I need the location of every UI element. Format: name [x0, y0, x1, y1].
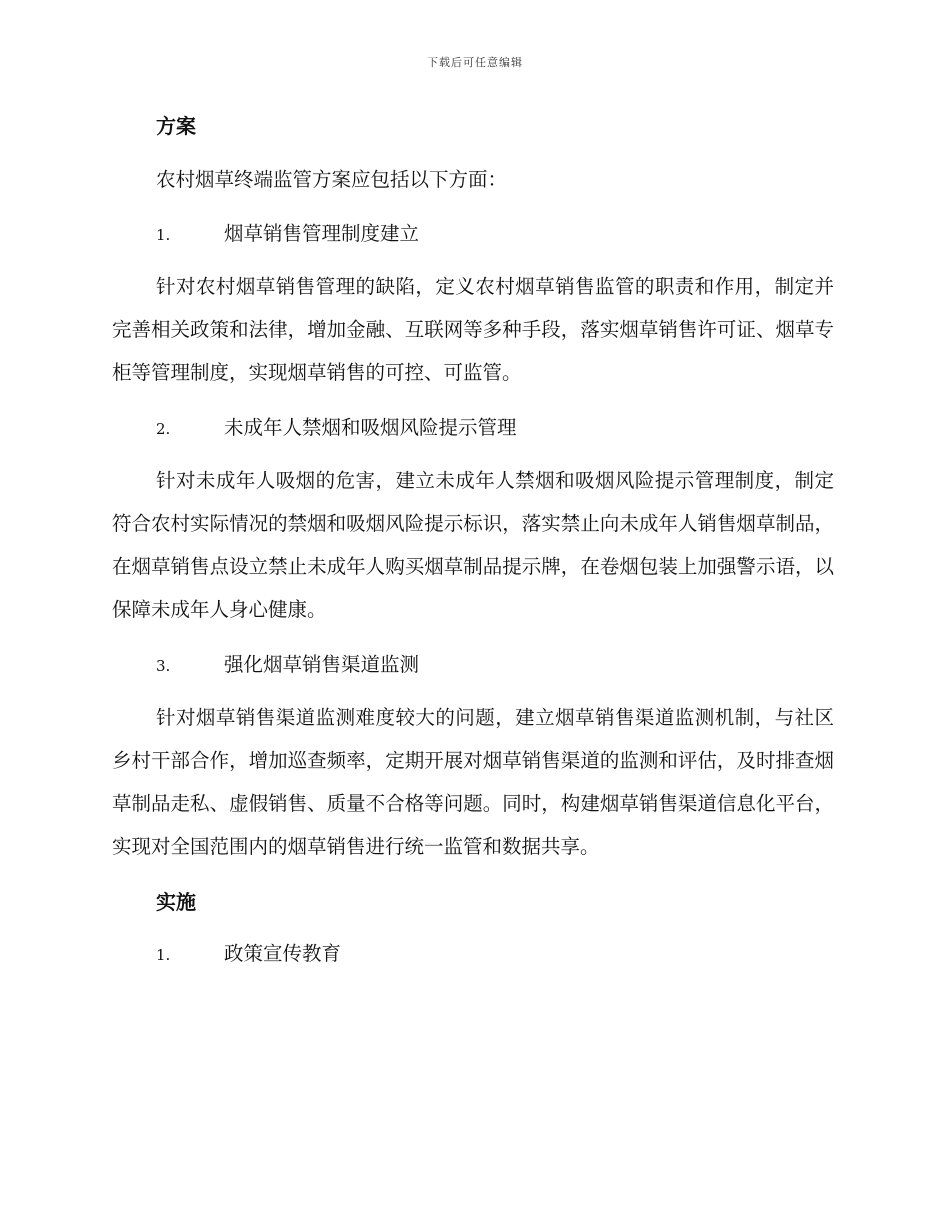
list-title: 未成年人禁烟和吸烟风险提示管理 [224, 416, 517, 439]
paragraph: 针对未成年人吸烟的危害，建立未成年人禁烟和吸烟风险提示管理制度，制定符合农村实际情况的禁烟和吸烟风险提示标识，落实禁止向未成年人销售烟草制品，在烟草销售点设立禁止未成年人购买烟草制品提示牌，在卷烟包装上加强警示语，以保障未成年人身心健康。 [112, 469, 834, 621]
section-intro: 农村烟草终端监管方案应包括以下方面： [156, 168, 508, 191]
list-number: 1. [156, 946, 171, 964]
document-body [112, 104, 834, 985]
list-item-3 [156, 643, 834, 688]
paragraph: 针对烟草销售渠道监测难度较大的问题，建立烟草销售渠道监测机制，与社区乡村干部合作，增加巡查频率，定期开展对烟草销售渠道的监测和评估，及时排查烟草制品走私、虚假销售、质量不合格等问题。同时，构建烟草销售渠道信息化平台，实现对全国范围内的烟草销售进行统一监管和数据共享。 [112, 706, 834, 858]
section-heading-implementation: 实施 [156, 890, 196, 914]
list-number: 3. [156, 657, 171, 675]
list-number: 2. [156, 420, 171, 438]
paragraph: 针对农村烟草销售管理的缺陷，定义农村烟草销售监管的职责和作用，制定并完善相关政策和法律，增加金融、互联网等多种手段，落实烟草销售许可证、烟草专柜等管理制度，实现烟草销售的可控、可监管。 [112, 275, 834, 384]
list-item-1 [156, 212, 834, 257]
list-item-1 [156, 932, 834, 977]
section-heading-plan: 方案 [156, 114, 196, 138]
page-header-note: 下载后可任意编辑 [427, 56, 523, 69]
list-title: 强化烟草销售渠道监测 [224, 653, 420, 676]
list-number: 1. [156, 226, 171, 244]
list-item-2 [156, 406, 834, 451]
list-title: 政策宣传教育 [224, 942, 342, 965]
list-title: 烟草销售管理制度建立 [224, 222, 420, 245]
